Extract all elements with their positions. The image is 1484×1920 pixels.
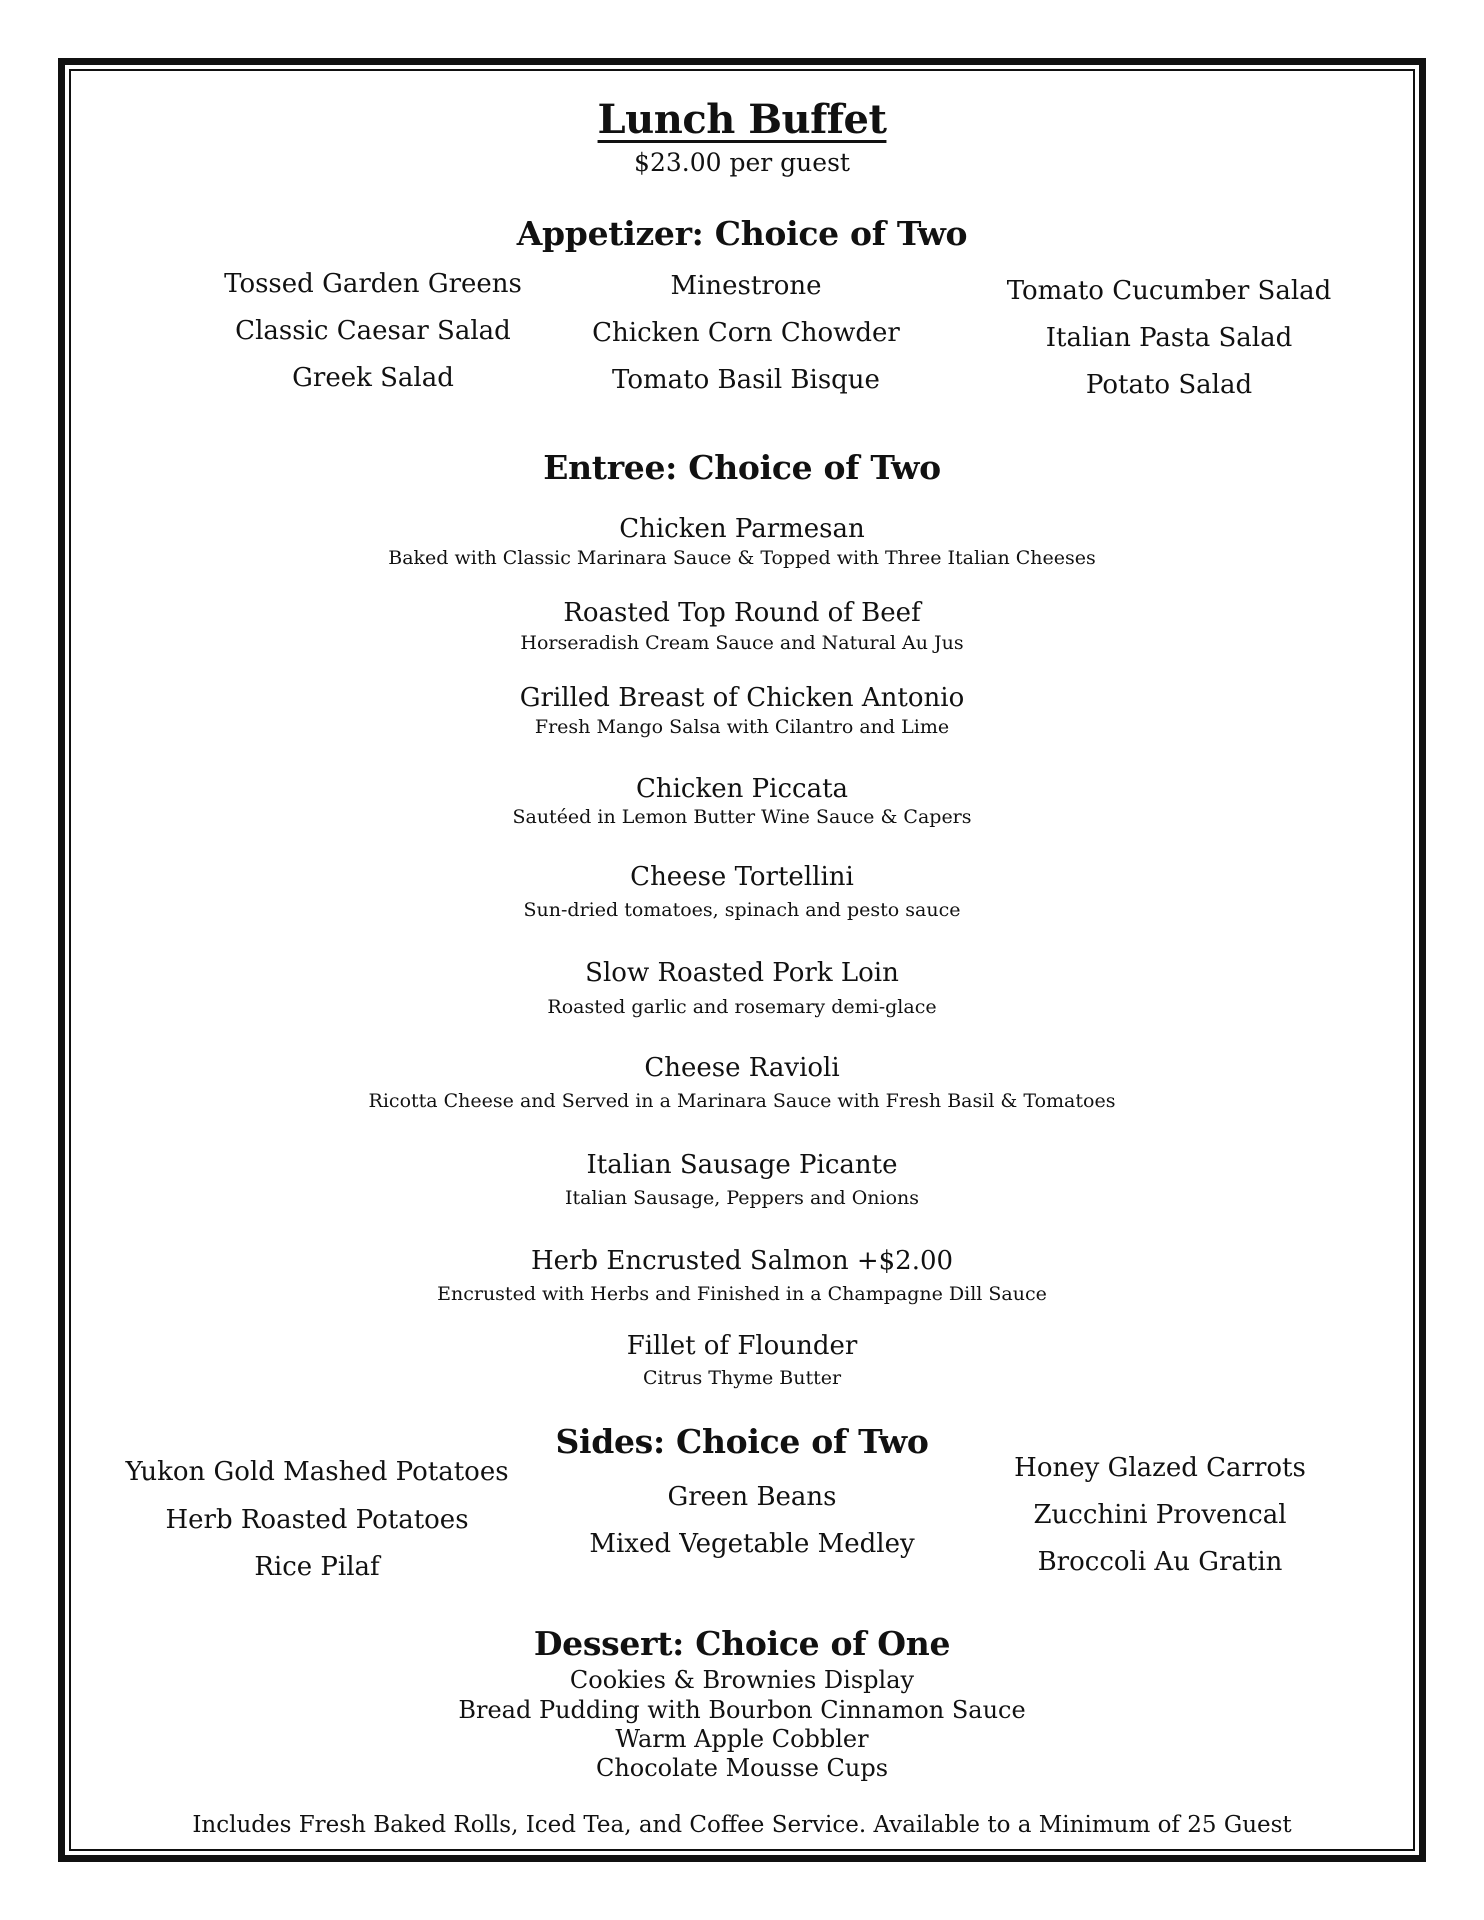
entree-name: Herb Encrusted Salmon +$2.00 — [530, 1246, 954, 1276]
dessert-item: Warm Apple Cobbler — [615, 1725, 869, 1753]
entree-description: Fresh Mango Salsa with Cilantro and Lime — [534, 716, 950, 738]
menu-price: $23.00 per guest — [634, 148, 850, 177]
entree-description: Encrusted with Herbs and Finished in a Champagne Dill Sauce — [437, 1283, 1047, 1305]
side-item: Rice Pilaf — [254, 1552, 380, 1582]
dessert-item: Bread Pudding with Bourbon Cinnamon Sauce — [458, 1696, 1026, 1724]
appetizer-item: Tomato Cucumber Salad — [1006, 276, 1332, 306]
appetizer-heading: Appetizer: Choice of Two — [516, 214, 968, 253]
appetizer-item: Minestrone — [670, 271, 822, 301]
entree-name: Fillet of Flounder — [626, 1331, 858, 1361]
entree-description: Baked with Classic Marinara Sauce & Topped with Three Italian Cheeses — [388, 547, 1096, 569]
side-item: Broccoli Au Gratin — [1037, 1547, 1283, 1577]
appetizer-item: Tossed Garden Greens — [224, 269, 522, 299]
entree-heading: Entree: Choice of Two — [543, 448, 941, 487]
appetizer-item: Classic Caesar Salad — [235, 316, 511, 346]
entree-description: Roasted garlic and rosemary demi-glace — [547, 996, 937, 1018]
appetizer-item: Potato Salad — [1085, 370, 1253, 400]
entree-description: Citrus Thyme Butter — [642, 1367, 842, 1389]
footer-note: Includes Fresh Baked Rolls, Iced Tea, and Coffee Service. Available to a Minimum of 25 Guest — [192, 1812, 1292, 1838]
entree-name: Cheese Tortellini — [630, 862, 854, 892]
side-item: Yukon Gold Mashed Potatoes — [125, 1457, 509, 1487]
entree-description: Sautéed in Lemon Butter Wine Sauce & Capers — [512, 806, 972, 828]
entree-name: Italian Sausage Picante — [586, 1150, 898, 1180]
side-item: Mixed Vegetable Medley — [589, 1529, 915, 1559]
dessert-heading: Dessert: Choice of One — [533, 1624, 951, 1663]
side-item: Herb Roasted Potatoes — [165, 1505, 469, 1535]
side-item: Green Beans — [667, 1482, 837, 1512]
appetizer-item: Chicken Corn Chowder — [592, 318, 900, 348]
entree-description: Horseradish Cream Sauce and Natural Au Jus — [520, 632, 964, 654]
appetizer-item: Italian Pasta Salad — [1045, 323, 1293, 353]
appetizer-item: Tomato Basil Bisque — [612, 365, 880, 395]
entree-name: Chicken Piccata — [635, 774, 849, 804]
dessert-item: Cookies & Brownies Display — [569, 1666, 915, 1694]
appetizer-item: Greek Salad — [292, 363, 454, 393]
entree-description: Ricotta Cheese and Served in a Marinara Sauce with Fresh Basil & Tomatoes — [368, 1090, 1116, 1112]
entree-name: Cheese Ravioli — [644, 1053, 840, 1083]
sides-heading: Sides: Choice of Two — [555, 1422, 929, 1461]
entree-name: Slow Roasted Pork Loin — [585, 958, 899, 988]
entree-name: Grilled Breast of Chicken Antonio — [519, 683, 965, 713]
entree-description: Sun-dried tomatoes, spinach and pesto sauce — [523, 899, 961, 921]
side-item: Honey Glazed Carrots — [1014, 1453, 1306, 1483]
dessert-item: Chocolate Mousse Cups — [595, 1754, 889, 1782]
entree-name: Chicken Parmesan — [619, 514, 865, 544]
menu-title: Lunch Buffet — [597, 96, 887, 143]
entree-name: Roasted Top Round of Beef — [563, 598, 921, 628]
side-item: Zucchini Provencal — [1033, 1500, 1287, 1530]
entree-description: Italian Sausage, Peppers and Onions — [564, 1187, 920, 1209]
